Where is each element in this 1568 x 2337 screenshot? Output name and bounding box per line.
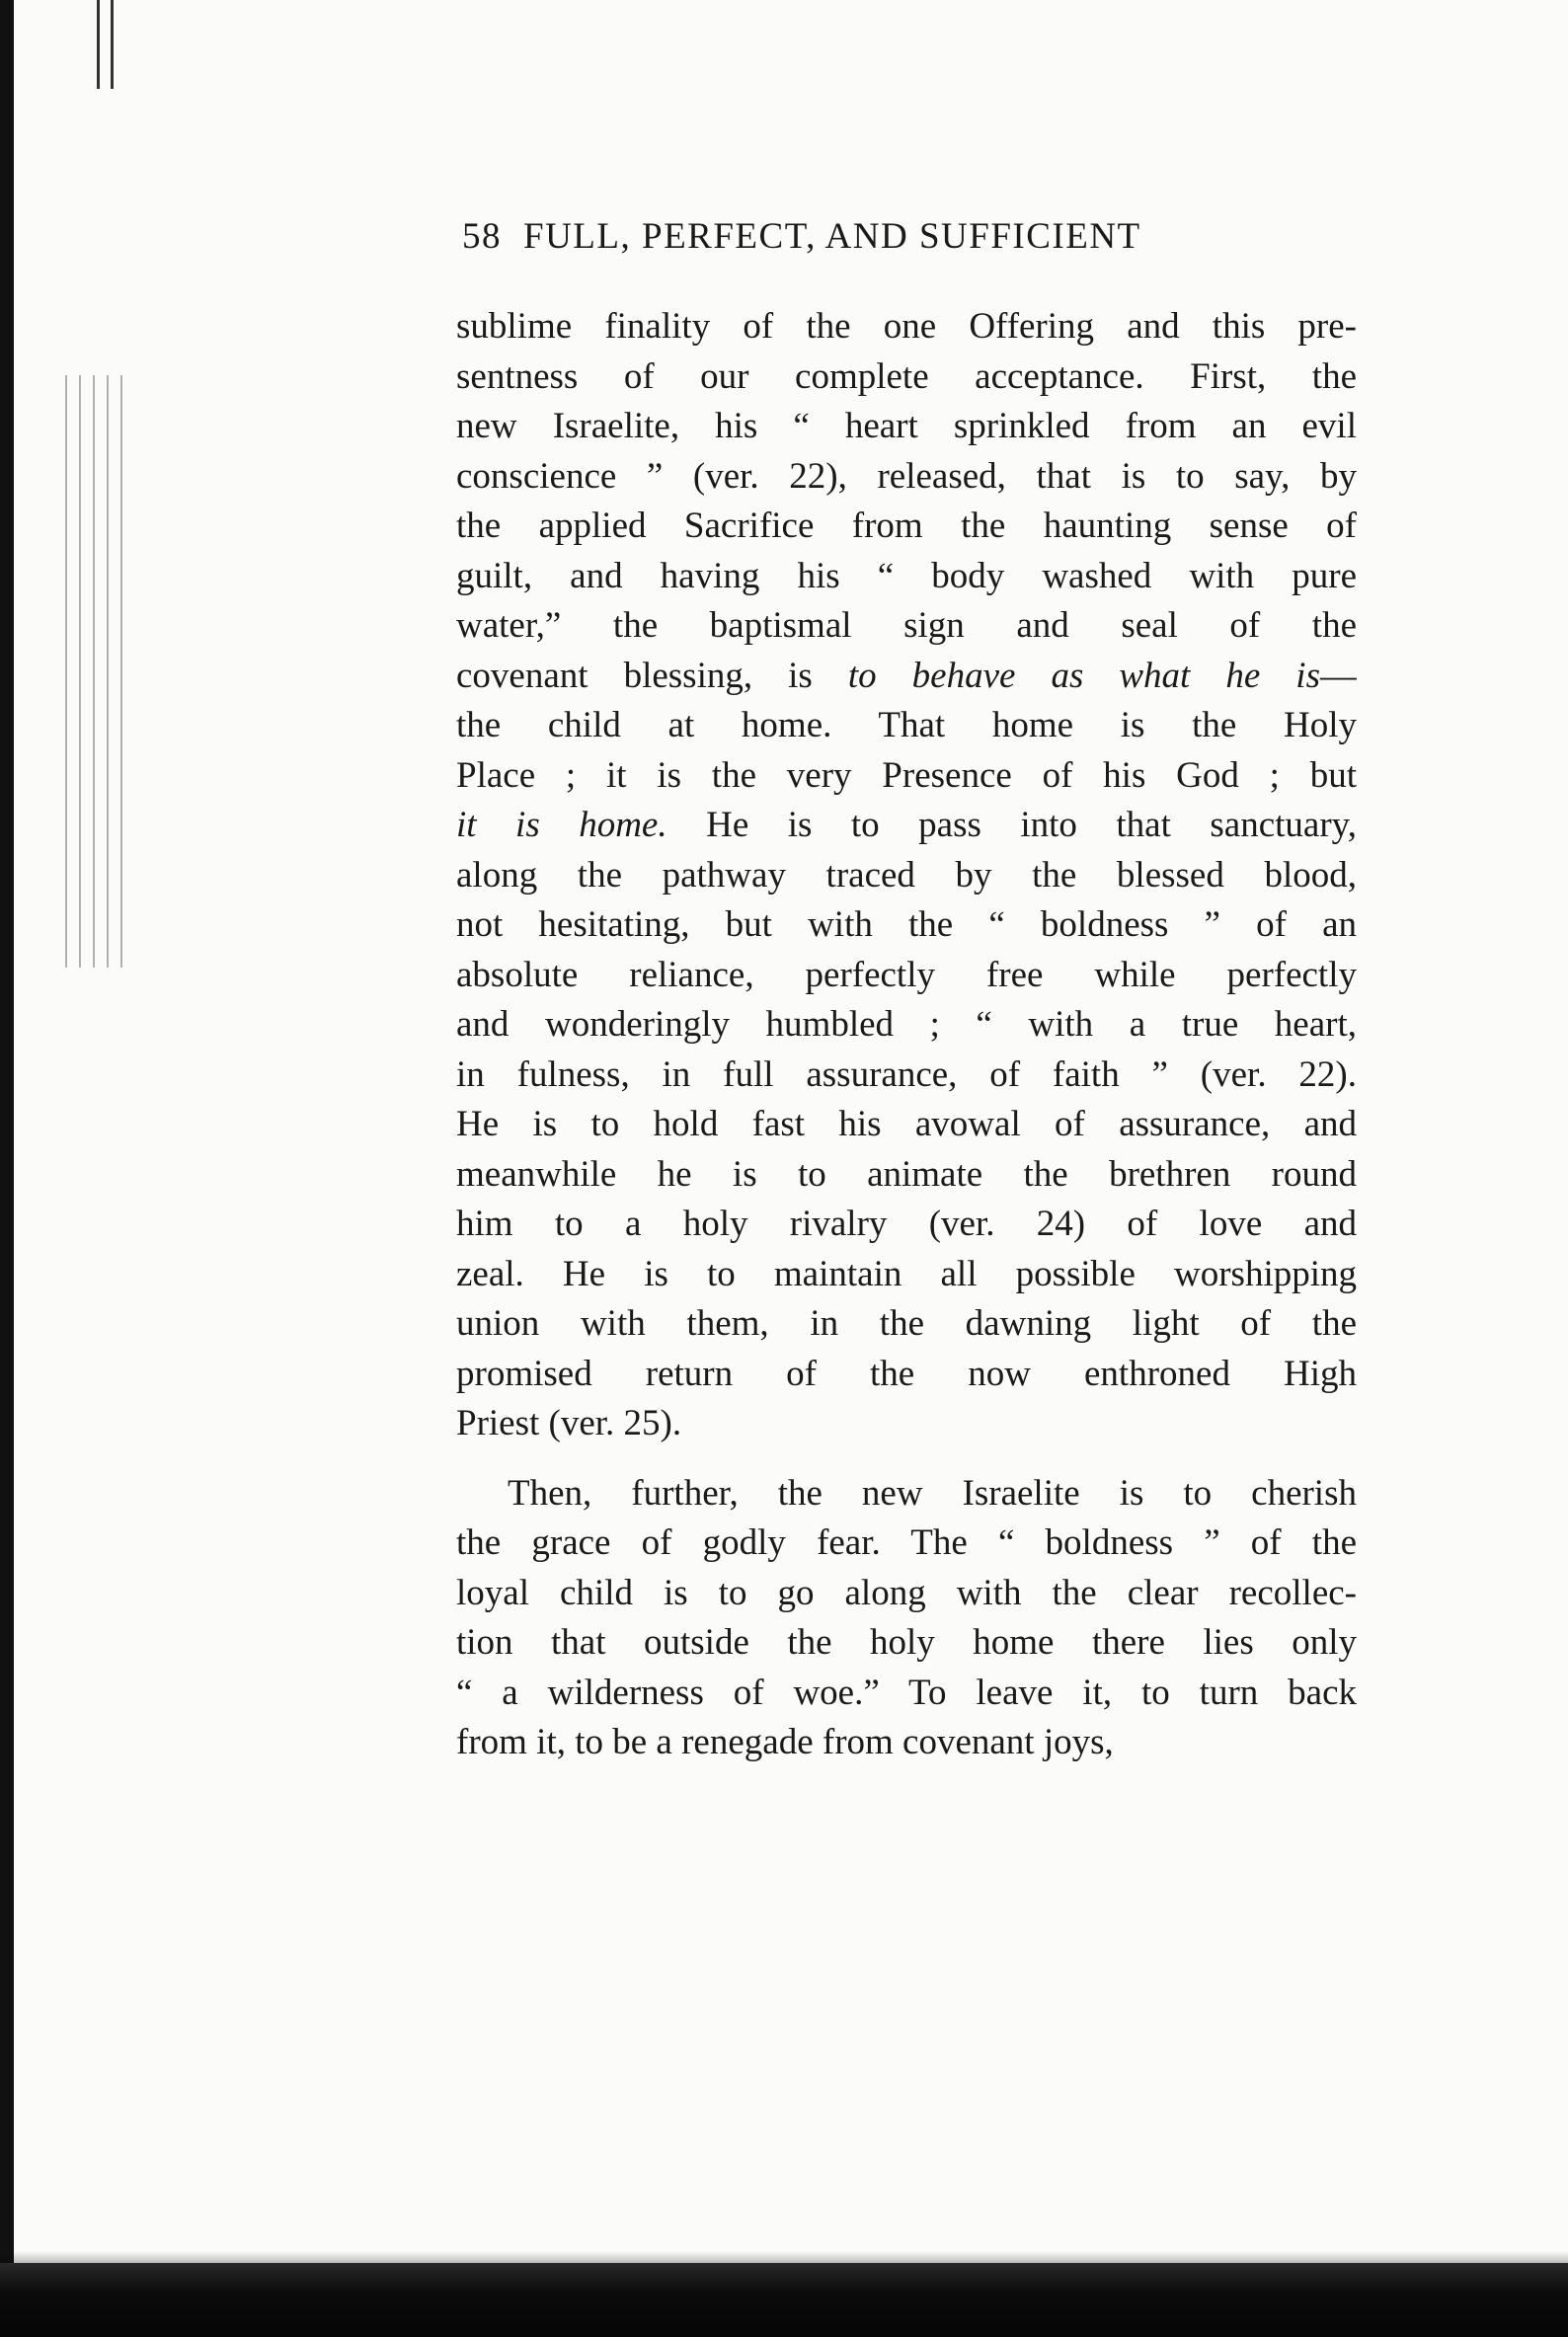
text-run: water,” the baptismal sign and seal of the (456, 605, 1357, 646)
text-line (456, 1669, 1357, 1719)
text-line (456, 352, 1357, 403)
text-run: guilt, and having his “ body washed with pure (456, 555, 1357, 596)
scan-artifact-top (91, 0, 120, 89)
text-run: in fulness, in full assurance, of faith ” (ver. 22). (456, 1053, 1357, 1095)
text-line (456, 1299, 1357, 1350)
text-run: new Israelite, his “ heart sprinkled from an evil (456, 406, 1357, 446)
text-run: promised return of the now enthroned High (456, 1353, 1357, 1394)
text-run: “ a wilderness of woe.” To leave it, to turn back (456, 1672, 1357, 1713)
paragraph-gap (456, 1449, 1357, 1469)
text-line (456, 801, 1357, 851)
text-line (456, 900, 1357, 951)
scan-bottom-band (0, 2263, 1568, 2337)
paragraph (456, 1469, 1357, 1768)
page-header (462, 215, 1450, 258)
text-line (456, 452, 1357, 503)
text-run: zeal. He is to maintain all possible worshipping (456, 1253, 1357, 1294)
text-run: the grace of godly fear. The “ boldness ” of the (456, 1522, 1357, 1563)
text-line (456, 701, 1357, 751)
text-line (456, 1350, 1357, 1400)
text-run: conscience ” (ver. 22), released, that is to say, by (456, 455, 1357, 497)
text-line (456, 552, 1357, 602)
text-run: the applied Sacrifice from the haunting sense of (456, 506, 1357, 546)
text-run: union with them, in the dawning light of the (456, 1303, 1357, 1344)
text-line (456, 1051, 1357, 1101)
scan-shadow (0, 2251, 1568, 2263)
text-run: from it, to be a renegade from covenant joys, (456, 1722, 1114, 1762)
text-line (456, 1718, 1357, 1768)
text-line (456, 1000, 1357, 1051)
running-title: FULL, PERFECT, AND SUFFICIENT (523, 216, 1141, 257)
italic-text: it is home. (456, 805, 667, 845)
text-line (456, 1469, 1357, 1519)
text-line (456, 851, 1357, 901)
text-line (456, 1100, 1357, 1150)
text-line (456, 1399, 1357, 1449)
text-line (456, 302, 1357, 352)
text-line (456, 652, 1357, 702)
text-run: loyal child is to go along with the clear recollec- (456, 1572, 1357, 1613)
text-line (456, 601, 1357, 652)
scan-artifact-streaks (59, 375, 128, 968)
text-line (456, 1150, 1357, 1201)
text-line (456, 1519, 1357, 1569)
text-run: Then, further, the new Israelite is to cherish (508, 1472, 1357, 1514)
text-run: He is to hold fast his avowal of assurance, and (456, 1104, 1357, 1144)
text-line (456, 402, 1357, 452)
text-run: Priest (ver. 25). (456, 1403, 682, 1443)
text-run: and wonderingly humbled ; “ with a true heart, (456, 1004, 1357, 1045)
text-run: absolute reliance, perfectly free while perfectly (456, 954, 1357, 995)
text-line (456, 951, 1357, 1001)
text-line (456, 502, 1357, 552)
paragraph (456, 302, 1357, 1449)
text-run: Place ; it is the very Presence of his God ; but (456, 754, 1357, 796)
text-run: covenant blessing, is (456, 655, 848, 696)
text-line (456, 751, 1357, 802)
text-run: not hesitating, but with the “ boldness ” of an (456, 904, 1357, 945)
text-run: He is to pass into that sanctuary, (666, 805, 1357, 845)
text-run: sublime finality of the one Offering and this pre- (456, 306, 1357, 347)
italic-text: to behave as what he is (847, 655, 1320, 696)
text-run: — (1320, 655, 1357, 696)
text-line (456, 1250, 1357, 1300)
text-line (456, 1200, 1357, 1250)
text-run: meanwhile he is to animate the brethren round (456, 1153, 1357, 1195)
text-run: the child at home. That home is the Holy (456, 705, 1357, 745)
text-line (456, 1569, 1357, 1619)
body-text (456, 302, 1357, 1768)
text-run: him to a holy rivalry (ver. 24) of love and (456, 1204, 1357, 1244)
text-run: tion that outside the holy home there lies only (456, 1622, 1357, 1663)
text-run: along the pathway traced by the blessed blood, (456, 854, 1357, 896)
text-run: sentness of our complete acceptance. First, the (456, 355, 1357, 397)
page-number: 58 (462, 216, 502, 257)
scan-binding-edge (0, 0, 14, 2271)
text-line (456, 1618, 1357, 1669)
